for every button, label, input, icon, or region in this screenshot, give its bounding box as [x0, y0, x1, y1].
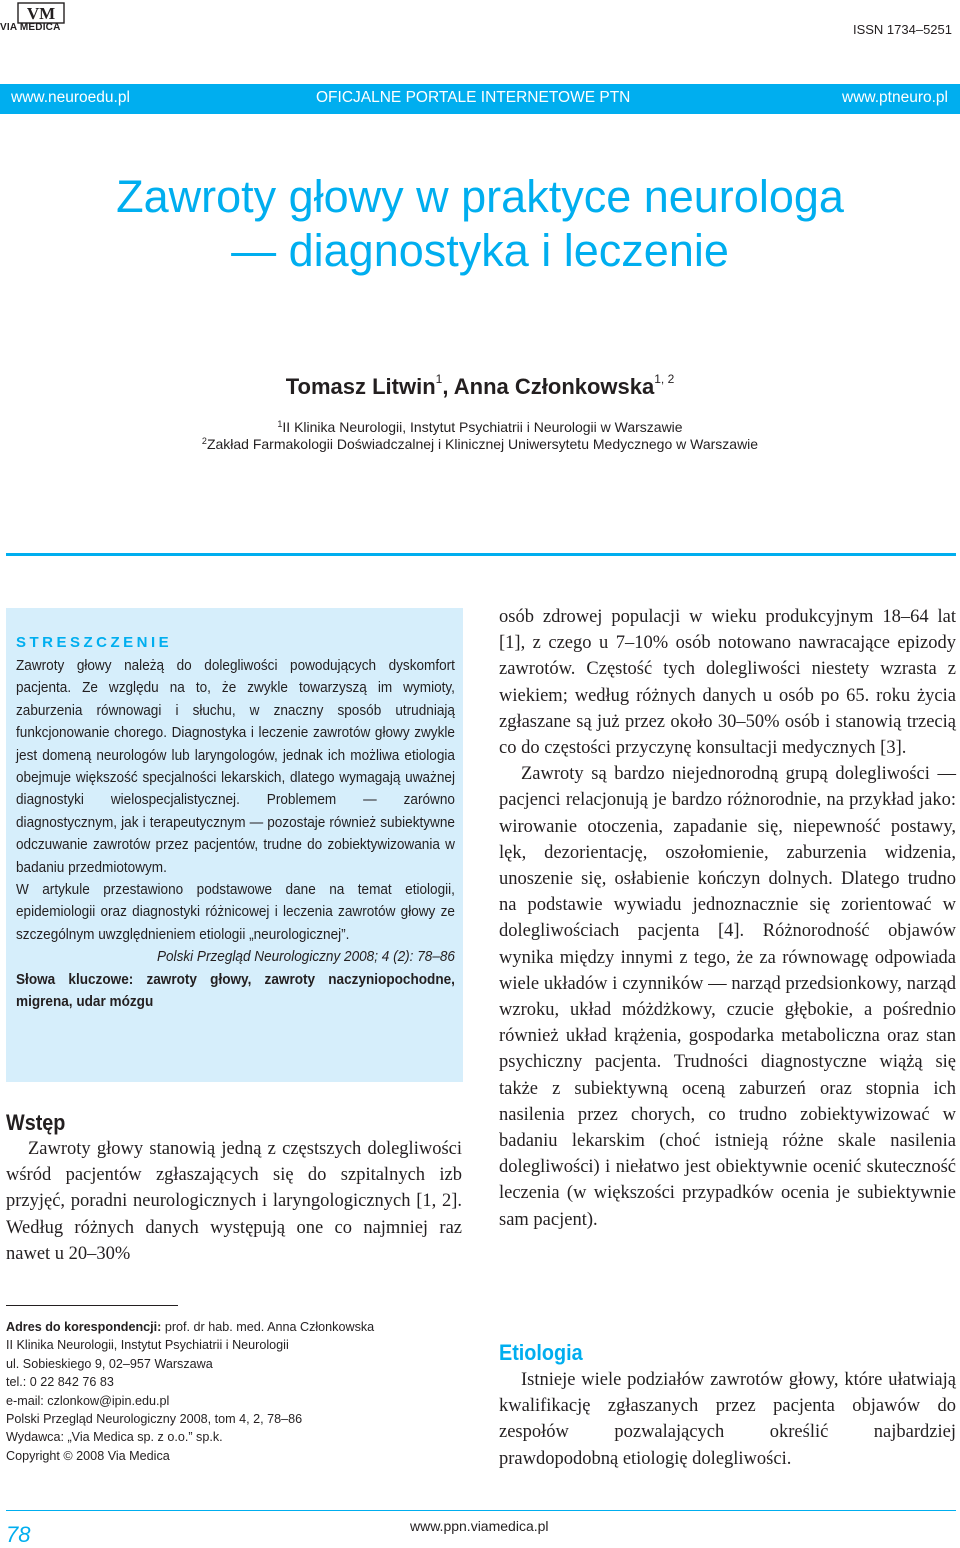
correspondence-line-6: Polski Przegląd Neurologiczny 2008, tom 4, 2, 78–86	[6, 1412, 303, 1427]
etiology-text	[499, 1367, 956, 1472]
portal-link-ptneuro[interactable]: www.ptneuro.pl	[842, 89, 948, 106]
intro-paragraph: Zawroty głowy stanowią jedną z częstszych dolegliwości wśród pacjentów zgłaszających się do szpitalnych izb przyjęć, poradni neurologicznych i laryngologicznych [1, 2]. Według różnych danych występują one co najmniej raz nawet u 20–30%	[6, 1139, 462, 1264]
authors	[0, 374, 960, 400]
footer-url[interactable]: www.ppn.viamedica.pl	[410, 1518, 549, 1534]
etiology-paragraph: Istnieje wiele podziałów zawrotów głowy, które ułatwiają kwalifikację zgłaszanych przez pacjenta objawów do zespołów pozwalających określić najbardziej prawdopodobną etiologię dolegliwości.	[499, 1370, 956, 1469]
abstract-heading: STRESZCZENIE	[16, 634, 173, 651]
author-separator: ,	[442, 374, 454, 399]
article-title-line1: Zawroty głowy w praktyce neurologa	[116, 171, 844, 222]
affiliation-2	[0, 436, 960, 452]
issn: ISSN 1734–5251	[852, 22, 952, 37]
intro-text	[6, 1136, 462, 1267]
correspondence-line-1	[6, 1318, 374, 1336]
author-1: Tomasz Litwin	[285, 374, 436, 399]
abstract-body	[16, 655, 455, 1014]
correspondence-name: prof. dr hab. med. Anna Członkowska	[161, 1320, 375, 1334]
correspondence-line-3: ul. Sobieskiego 9, 02–957 Warszawa	[6, 1356, 213, 1371]
right-paragraph-1: osób zdrowej populacji w wieku produkcyjnym 18–64 lat [1], z czego u 7–10% osób notowano nawracające epizody zawrotów. Częstość tych dolegliwości niestety wzrasta z wiekiem; według różnych danych u osób po 65. roku życia zgłaszane są już przez około 30–50% osób i stanowią trzecią co do częstości przyczynę konsultacji medycznych [3].	[499, 607, 956, 759]
section-heading-intro: Wstęp	[6, 1110, 66, 1135]
article-title-line2: — diagnostyka i leczenie	[231, 225, 729, 276]
abstract-citation: Polski Przegląd Neurologiczny 2008; 4 (2): 78–86	[156, 949, 455, 966]
correspondence-line-2: II Klinika Neurologii, Instytut Psychiatrii i Neurologii	[6, 1338, 289, 1353]
correspondence-label: Adres do korespondencji:	[6, 1320, 162, 1334]
affiliation-1	[0, 419, 960, 435]
logo-monogram: VM	[26, 4, 56, 23]
portal-link-neuroedu[interactable]: www.neuroedu.pl	[11, 89, 130, 106]
right-paragraph-2: Zawroty są bardzo niejednorodną grupą dolegliwości — pacjenci relacjonują je bardzo różnorodnie, na przykład jako: wirowanie otoczenia, zapadanie się, niepewność postawy, lęk, dezorientację, oszołomienie, zaburzenia widzenia, unoszenie się, osłabienie kończyn dolnych. Dlatego trudno na podstawie wywiadu jednoznacznie się zorientować w dolegliwościach pacjenta [4]. Różnorodność objawów wynika między innymi z tego, że za równowagę odpowiada wiele układów i czynników — narząd przedsionkowy, narząd wzroku, układ móżdżkowy, czucie głębokie, a pośrednio również układ krążenia, gospodarka metaboliczna oraz stan psychiczny pacjenta. Trudności diagnostyczne wiążą się także z subiektywną oceną zaburzeń oraz stopnia ich nasilenia przez chorych, co trudno zobiektywizować w badaniu lekarskim (choć istnieją różne skale nasilenia dolegliwości) i niełatwo jest obiektywnie ocenić skuteczność leczenia (w większości przypadków ocenia je subiektywnie sam pacjent).	[499, 764, 956, 1230]
logo-text: VIA MEDICA	[0, 22, 61, 33]
correspondence-email[interactable]: e-mail: czlonkow@ipin.edu.pl	[6, 1393, 170, 1408]
affiliation-1-text: II Klinika Neurologii, Instytut Psychiatrii i Neurologii w Warszawie	[282, 419, 683, 435]
section-heading-etiology: Etiologia	[499, 1340, 583, 1365]
affiliation-2-text: Zakład Farmakologii Doświadczalnej i Klinicznej Uniwersytetu Medycznego w Warszawie	[206, 436, 759, 452]
author-2-sup: 1, 2	[654, 372, 675, 386]
right-column-text	[499, 604, 956, 1233]
abstract-box	[6, 608, 463, 1082]
page-number: 78	[6, 1522, 31, 1547]
abstract-keywords: Słowa kluczowe: zawroty głowy, zawroty naczyniopochodne, migrena, udar mózgu	[16, 971, 455, 1011]
abstract-paragraph-2: W artykule przestawiono podstawowe dane na temat etiologii, epidemiologii oraz diagnostyki różnicowej i leczenia zawrotów głowy ze szczególnym uwzględnieniem etiologii „neurologicznej”.	[16, 882, 455, 943]
affiliation-2-sup: 2	[201, 436, 207, 446]
correspondence-line-4: tel.: 0 22 842 76 83	[6, 1375, 114, 1390]
author-2: Anna Członkowska	[453, 374, 655, 399]
footer-divider	[6, 1510, 956, 1511]
correspondence-line-7: Wydawca: „Via Medica sp. z o.o.” sp.k.	[6, 1430, 223, 1445]
correspondence-block	[6, 1318, 374, 1465]
author-1-sup: 1	[435, 372, 443, 386]
affiliation-1-sup: 1	[277, 419, 283, 429]
abstract-paragraph-1: Zawroty głowy należą do dolegliwości powodujących dyskomfort pacjenta. Ze względu na to, że zwykle towarzyszą im wymioty, zaburzenia równowagi i słuchu, w znaczny sposób utrudniają funkcjonowanie chorego. Diagnostyka i leczenie zawrotów głowy zwykle jest domeną neurologów lub laryngologów, jednak ich możliwa etiologia obejmuje większość specjalności lekarskich, dlatego wymagają uważnej diagnostyki wielospecjalistycznej. Problemem — zarówno diagnostycznym, jak i terapeutycznym — pozostaje również subiektywne odczuwanie zawrotów przez pacjentów, trudne do zobiektywizowania w badaniu przedmiotowym.	[16, 658, 455, 876]
portal-bar-caption: OFICJALNE PORTALE INTERNETOWE PTN	[316, 89, 631, 106]
portal-bar	[0, 84, 960, 114]
header-divider	[6, 553, 956, 556]
correspondence-divider	[6, 1305, 178, 1306]
correspondence-line-8: Copyright © 2008 Via Medica	[6, 1448, 170, 1463]
